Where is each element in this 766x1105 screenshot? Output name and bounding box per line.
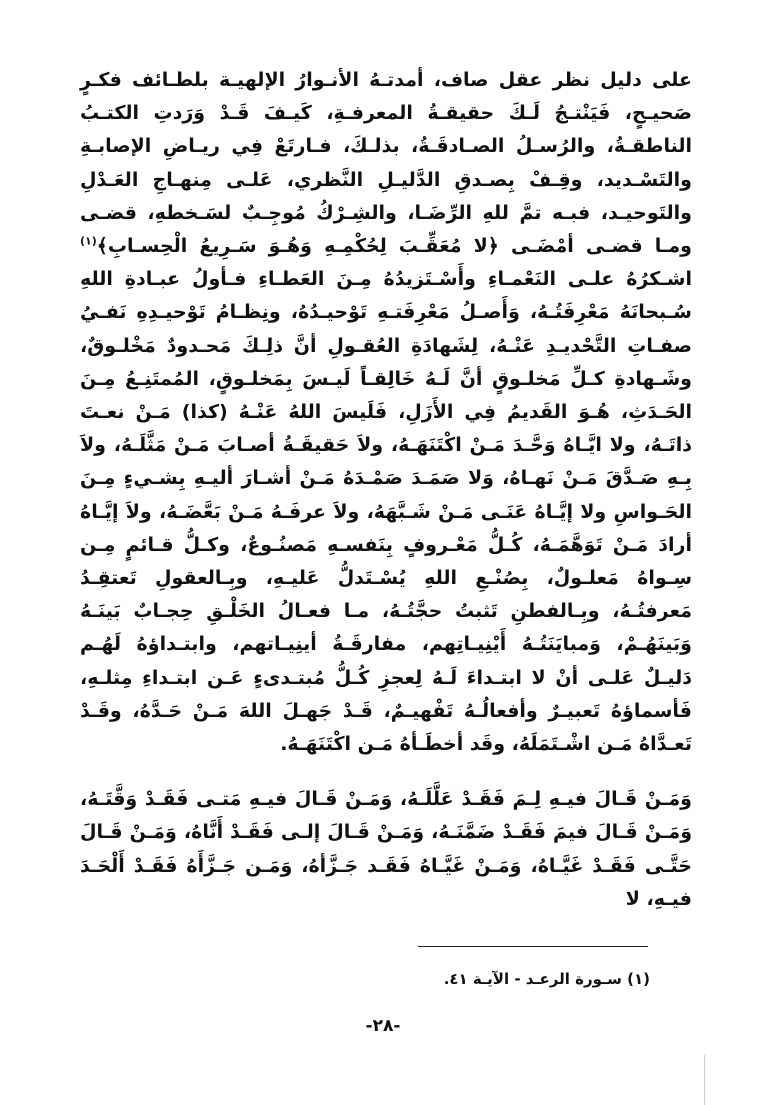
paragraph-1 [80,64,692,761]
main-text [80,64,692,916]
footnote-reference: (١) [80,234,97,248]
paragraph-1-text-before-ref: على دليل نظر عقل صاف، أمدتـهُ الأنـوارُ الإلهيـة بلطـائف فكـرٍ صَحيـحٍ، فَيَنْتـجُ لَـكَ حقيقـةُ المعرفـةِ، كَيـفَ قَـدْ وَرَدتِ الكتـبُ الناطقـةُ، والرُسـلُ الصـادقَـةُ، بذلـكَ، فـارتَعْ فِي ريـاضِ الإصابـةِ والتَسْـديد، وقِـفْ بِصـدقِ الدَّليـلِ النَّظري، عَلـى مِنهـاجِ العَـدْلِ والتَوحيـد، فبـه تمَّ للهِ الرِّضَـا، والشِـرْكُ مُوجِـبٌ لسَـخطهِ، قضـى ومـا قضـى أمْضَـى ﴿لا مُعَقِّـبَ لِحُكْمِـهِ وَهُـوَ سَـرِيعُ الْحِسـابِ﴾ [80,69,692,258]
paragraph-1-text-after-ref: اشـكرُهُ علـى النَعْمـاءِ وأَسْـتَزيدُهُ مِـنَ العَطـاءِ فـأولُ عبـادةِ اللهِ سُـبحانَهُ مَعْرِفَتُـهُ، وَأَصـلُ مَعْرِفَتـهِ تَوْحيـدُهُ، ونِظـامُ تَوْحيـدِهِ نَفـيُ صفـاتِ التَّحْديـدِ عَنْـهُ، لِشَهادَةِ العُقـولِ أنَّ ذلِـكَ مَحـدودٌ مَخْلـوقٌ، وشَـهادةِ كـلِّ مَخلـوقٍ أنَّ لَـهُ خَالِقـاً لَيـسَ بِمَخلـوقٍ، المُمتَنِـعُ مِـنَ الحَـدَثِ، هُـوَ القَديمُ فِي الأَزَلِ، فَلَيسَ اللهُ عَنْـهُ (كذا) مَـنْ نعـتَ ذاتَـهُ، ولا ايَّـاهُ وَحَّـدَ مَـنْ اكْتَنَهَـهُ، ولاَ حَقيقَـةُ أصـابَ مَـنْ مَثَّلَـهُ، ولاَ بِـهِ صَـدَّقَ مَـنْ نَهـاهُ، وَلا صَمَـدَ صَمْـدَهُ مَـنْ أشـارَ أليـهِ بِشـيءٍ مِـنَ الحَـواسِ ولا إيَّـاهُ عَنَـى مَـنْ شَـبَّهَهُ، ولاَ عرفَـهُ مَـنْ بَعَّضَـهُ، ولاَ إيَّـاهُ أرادَ مَـنْ تَوَهَّمَـهُ، كُـلُّ مَعْـروفٍ بِنَفسـهِ مَصنُـوعٌ، وكـلُّ قـائمٍ مِـن سِـواهُ مَعلـولٌ، بِصُنْـعِ اللهِ يُسْـتَدلُّ عَليـهِ، وبِـالعقولِ تَعتقِـدُ مَعرفتُـهُ، وبِـالفطنِ تَثبتُ حجَّتُـهُ، مـا فعـالُ الخَلْـقِ حِجـابٌ بَينَـهُ وَبَينَهُـمْ، وَمبايَنَتُـهُ أَيْنِيـاتِهم، مفارقَـةُ أينِيـاتهم، وابتـداؤهُ لَهُـم دَليـلٌ عَلـى أنْ لا ابتـداءَ لَـهُ لِعجزِ كُـلُّ مُبتـدىءٍ عَـن ابتـداءِ مِثلـهِ، فَأسماؤهُ تَعبيـرٌ وأفعالُـهُ تَفْهيـمٌ، قَـدْ جَهـلَ اللهَ مَـنْ حَـدَّهُ، وقَـدْ تَعـدَّاهُ مَـن اشْـتَمَلَهُ، وقَد أخطَـأهُ مَـن اكْتَنَهَـهُ. [80,268,692,756]
page-number: -٢٨- [365,1016,401,1036]
footnote: (١) سـورة الرعـد - الآيـة ٤١. [443,970,650,988]
footnote-separator [418,946,648,947]
scan-edge-line [704,1055,705,1105]
paragraph-2: وَمَـنْ قَـالَ فيـهِ لِـمَ فَقَـدْ عَلَّلَـهُ، وَمَـنْ قَـالَ فيـهِ مَتـى فَقَـدْ وَقَّتَـهُ، وَمَـنْ قَـالَ فيمَ فَقَـدْ ضَمَّنَـهُ، وَمَـنْ قَـالَ إلـى فَقَـدْ أَنَّاهُ، وَمَـنْ قَـالَ حَتَّـى فَقَـدْ غَيَّـاهُ، وَمَـنْ غَيَّـاهُ فَقَـد جَـزَّأهُ، وَمَـن جَـزَّأَهُ فَقَـدْ أَلْحَـدَ فيـهِ، لا [80,788,692,910]
